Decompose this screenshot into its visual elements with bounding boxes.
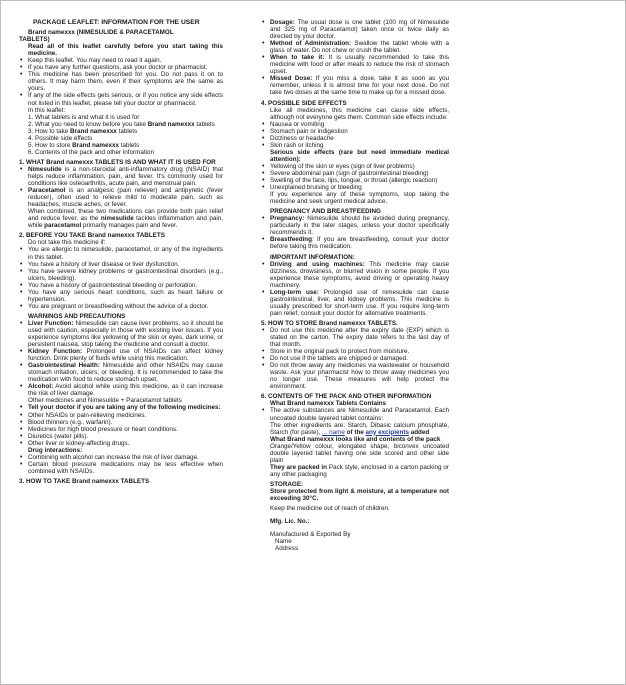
term-text: Prolonged use of NSAIDs can affect kidney function. Drink plenty of fluids while using this medication.: [28, 348, 223, 363]
term: Liver Function:: [28, 319, 74, 327]
list-item: • Stomach pain or indigestion: [261, 128, 449, 135]
term: Nimesulide: [28, 165, 62, 173]
term: Alcohol:: [28, 383, 54, 391]
brand-line-2: TABLETS): [19, 36, 50, 44]
looks-text: Orange/Yellow colour, elongated shape, biconvex uncoated double layered tablet having one side scored and other side plain: [270, 442, 449, 464]
section-5-title: 5. HOW TO STORE Brand namexxx TABLETS.: [261, 319, 398, 327]
toc-text: tablets: [194, 120, 215, 128]
left-column: [19, 19, 223, 485]
right-column: [261, 19, 449, 552]
struck-text: ... name: [322, 428, 345, 436]
term-text: Swallow the tablet whole with a glass of water. Do not chew or crush the tablet.: [270, 40, 450, 55]
term-text: It is usually recommended to take this medicine with food or after meals to reduce the risk of stomach upset.: [270, 54, 449, 76]
warnings-title: WARNINGS AND PRECAUTIONS: [28, 312, 126, 320]
section-3-title: 3. HOW TO TAKE Brand namexxx TABLETS: [19, 477, 150, 485]
term: Method of Administration:: [270, 40, 352, 48]
term-text: This medicine may cause dizziness, drowsiness, or blurred vision in some people. If you experience these symptoms, avoid driving or operating heavy machinery.: [270, 260, 449, 289]
term: Kidney Function:: [28, 348, 83, 356]
term: paracetamol: [44, 222, 82, 230]
s2-bullet-list: [19, 246, 223, 309]
list-item: [261, 215, 449, 236]
serious-effects-list: [261, 163, 449, 191]
text: When combined, these two medications can provide both pain relief and reduce fever, as the: [28, 208, 223, 223]
toc-item: 1. What tablets is and what it is used for: [28, 113, 140, 121]
list-item: • Other liver or kidney-affecting drugs.: [19, 440, 223, 447]
text: added: [408, 428, 430, 436]
toc-item: [28, 142, 223, 149]
term: nimesulide: [100, 215, 134, 223]
term-text: Prolonged use of nimesulide can cause gastrointestinal, liver, and kidney problems. This medicine is usually prescribed for short-term use. If you require long-term pain relief, consult your doctor for alternative treatments.: [270, 288, 450, 317]
leaflet-title: PACKAGE LEAFLET: INFORMATION FOR THE USER: [33, 19, 200, 26]
term: Pregnancy:: [270, 215, 305, 223]
mfg-lic: Mfg. Lic. No.:: [270, 518, 310, 526]
toc-brand: Brand namexxx: [70, 127, 117, 135]
common-effects-list: [261, 121, 449, 149]
serious-effects-heading: Serious side effects (rare but need immediate medical attention):: [270, 148, 449, 163]
list-item: • You are pregnant or breastfeeding without the advice of a doctor.: [19, 303, 223, 310]
list-item: • Severe abdominal pain (sign of gastrointestinal bleeding): [261, 170, 449, 177]
toc-item: [28, 128, 223, 135]
s4-intro: Like all medicines, this medicine can cause side effects, although not everyone gets them. Common side effects include:: [270, 106, 449, 121]
toc-brand: Brand namexxx: [147, 120, 195, 128]
other-medicines: Other medicines and Nimesulide + Paracetamol tablets: [28, 397, 182, 405]
list-item: • Swelling of the face, lips, tongue, or throat (allergic reaction): [261, 177, 449, 184]
what-contains: What Brand namexxx Tablets Contains: [270, 400, 387, 408]
list-item: • Diuretics (water pills).: [19, 433, 223, 440]
section-2-title: 2. BEFORE YOU TAKE Brand namexxx TABLETS: [19, 232, 165, 240]
s4-experience: If you experience any of these symptoms, stop taking the medicine and seek urgent medical advice.: [270, 191, 449, 206]
section-6-title: 6. CONTENTS OF THE PACK AND OTHER INFORMATION: [261, 393, 432, 401]
toc-item: 4. Possible side effects: [28, 134, 93, 142]
list-item: • You have a history of liver disease or liver dysfunction.: [19, 261, 223, 268]
term: Driving and using machines:: [270, 260, 365, 268]
keep-reach: Keep the medicine out of reach of children.: [270, 505, 390, 513]
list-item: • Keep this leaflet. You may need to read it again.: [19, 57, 223, 64]
term: Dosage:: [270, 19, 295, 26]
list-item: [19, 166, 223, 187]
list-item: • Nausea or vomiting: [261, 121, 449, 128]
toc-brand: Brand namexxx: [72, 141, 120, 149]
list-item: [261, 40, 449, 54]
toc-text: 2. What you need to know before you take: [28, 120, 148, 128]
toc-text: tablets: [116, 127, 138, 135]
list-item: [19, 320, 223, 348]
list-item: • Blood thinners (e.g., warfarin).: [19, 419, 223, 426]
drug-interactions: Drug interactions:: [28, 446, 83, 454]
text: The other ingredients are: Starch, Dibasic calcium phosphate, Starch (for paste),: [270, 421, 449, 436]
list-item: • Yellowing of the skin or eyes (sign of liver problems): [261, 163, 449, 170]
term: Gastrointestinal Health:: [28, 362, 100, 370]
list-item: • You have severe kidney problems or gastrointestinal disorders (e.g., ulcers, bleeding).: [19, 268, 223, 282]
list-item: [19, 362, 223, 383]
text: Pack style: [328, 463, 358, 471]
term-text: is an analgesic (pain reliever) and antipyretic (fever reducer), often used to relieve mild to moderate pain, such as headaches, muscle aches, or fever.: [28, 187, 223, 209]
packed-text: [261, 464, 449, 478]
list-item: • This medicine has been prescribed for you. Do not pass it on to others. It may harm them, even if their symptoms are the same as yours.: [19, 71, 223, 92]
interaction-list: [19, 454, 223, 475]
leaflet-contents: [19, 107, 223, 156]
toc-text: tablets: [119, 141, 140, 149]
term-text: Avoid alcohol while using this medicine, as it can increase the risk of liver damage.: [28, 383, 223, 398]
term-text: : If you are breastfeeding, consult your doctor before taking this medication.: [270, 236, 449, 251]
text: They are packed in: [270, 463, 329, 471]
list-item: • Store in the original pack to protect from moisture.: [261, 348, 449, 355]
text: , enclosed in a carton packing or any other packaging: [270, 463, 449, 478]
term-text: Nimesulide can cause liver problems, so it should be used with caution, especially in those with existing liver issues. If you experience symptoms like yellowing of the skin or eyes, dark urine, or persistent nausea, stop taking the medicine and consult a doctor.: [28, 319, 223, 349]
section-4-title: 4. POSSIBLE SIDE EFFECTS: [261, 99, 347, 107]
toc-item: 6. Contents of the pack and other information: [28, 148, 155, 156]
important-title: IMPORTANT INFORMATION:: [270, 253, 355, 261]
list-item: • Medicines for high blood pressure or heart conditions.: [19, 426, 223, 433]
list-item: [19, 348, 223, 362]
term-text: is a non-steroidal anti-inflammatory drug (NSAID) that helps reduce inflammation, pain, and fever. It's commonly used for conditions like osteoarthritis, acute pain, and menstrual pain.: [28, 165, 223, 188]
list-item: • The active substances are Nimesulide and Paracetamol. Each uncoated double layered tablet contains:: [261, 407, 449, 421]
text: primarily manages pain and fever.: [81, 222, 178, 230]
list-item: [261, 261, 449, 289]
toc-text: 3. How to take: [28, 127, 70, 135]
other-ingredients: [261, 422, 449, 436]
toc-item: [28, 121, 223, 128]
brand-line-1: Brand namexxx (NIMESULIDE & PARACETAMOL: [28, 29, 174, 37]
storage-list: [261, 327, 449, 390]
list-item: • Other NSAIDs or pain-relieving medicines.: [19, 412, 223, 419]
list-item: • Certain blood pressure medications may be less effective when combined with NSAIDs.: [19, 461, 223, 475]
s2-intro: Do not take this medicine if:: [28, 239, 106, 247]
term-text: If you miss a dose, take it as soon as you remember, unless it is almost time for your next dose. Do not take two doses at the same time to make up for a missed dose.: [270, 75, 450, 97]
manufacturer-name: Name: [275, 538, 292, 546]
list-item: • Dizziness or headache: [261, 135, 449, 142]
manufacturer-address: Address: [275, 545, 299, 553]
list-item: • You have any serious heart conditions, such as heart failure or hypertension.: [19, 289, 223, 303]
list-item: • Do not use this medicine after the expiry date (EXP) which is stated on the carton. The expiry date refers to the last day of that month.: [261, 327, 449, 348]
text: tackles inflammation and pain, while: [28, 215, 223, 230]
pregnancy-title: PREGNANCY AND BREASTFEEDING: [270, 208, 381, 216]
list-item: [261, 236, 449, 250]
list-item: [261, 19, 449, 40]
list-item: [261, 289, 449, 317]
underlined-text: any excipients: [365, 428, 409, 436]
list-item: • Do not throw away any medicines via wastewater or household waste. Ask your pharmacist how to throw away medicines you no longer use. These measures will help protect the environment.: [261, 362, 449, 390]
intro-text: Read all of this leaflet carefully before you start taking this medicine.: [28, 43, 223, 58]
list-item: [19, 383, 223, 397]
term-text: Nimesulide should be avoided during pregnancy, particularly in the later stages, unless your doctor specifically recommends it.: [270, 215, 449, 237]
tell-doctor: • Tell your doctor if you are taking any of the following medicines:: [19, 404, 223, 411]
storage-title: STORAGE:: [270, 480, 304, 488]
combined-text: [19, 208, 223, 229]
term-text: Nimesulide and other NSAIDs may cause stomach irritation, ulcers, or bleeding. It is recommended to take the medication with food to reduce stomach upset.: [28, 362, 224, 384]
term: When to take it:: [270, 54, 325, 62]
text: of the: [344, 428, 366, 436]
term: Missed Dose:: [270, 75, 313, 83]
tell-bullet-list: [19, 412, 223, 447]
term: Paracetamol: [28, 187, 66, 195]
list-item: [19, 187, 223, 208]
manufactured-by: Manufactured & Exported By: [270, 531, 351, 539]
intro-bullet-list: [19, 57, 223, 106]
in-leaflet-label: In this leaflet:: [28, 106, 66, 114]
list-item: • You have a history of gastrointestinal bleeding or perforation.: [19, 282, 223, 289]
list-item: • You are allergic to nimesulide, paracetamol, or any of the ingredients in this tablet.: [19, 246, 223, 260]
term: Breastfeeding: [270, 236, 312, 244]
toc-text: 5. How to store: [28, 141, 73, 149]
term: Long-term use:: [270, 288, 319, 296]
section-1-title: 1. WHAT Brand namexxx TABLETS IS AND WHAT IT IS USED FOR: [19, 158, 216, 166]
list-item: • Skin rash or itching: [261, 142, 449, 149]
list-item: • If any of the side effects gets serious, or if you notice any side effects not listed in this leaflet, please tell your doctor or pharmacist.: [19, 92, 223, 106]
list-item: • Unexplained bruising or bleeding: [261, 184, 449, 191]
list-item: [261, 54, 449, 75]
list-item: • Do not use if the tablets are chipped or damaged.: [261, 355, 449, 362]
looks-like: What Brand namexxx looks like and contents of the pack: [270, 435, 441, 443]
list-item: [261, 75, 449, 96]
term-text: The usual dose is one tablet (100 mg of Nimesulide and 325 mg of Paracetamol) taken once or twice daily as directed by your doctor.: [270, 19, 449, 41]
list-item: • Combining with alcohol can increase the risk of liver damage.: [19, 454, 223, 461]
storage-text: Store protected from light & moisture, at a temperature not exceeding 30°C.: [270, 488, 449, 503]
list-item: • If you have any further questions, ask your doctor or pharmacist.: [19, 64, 223, 71]
